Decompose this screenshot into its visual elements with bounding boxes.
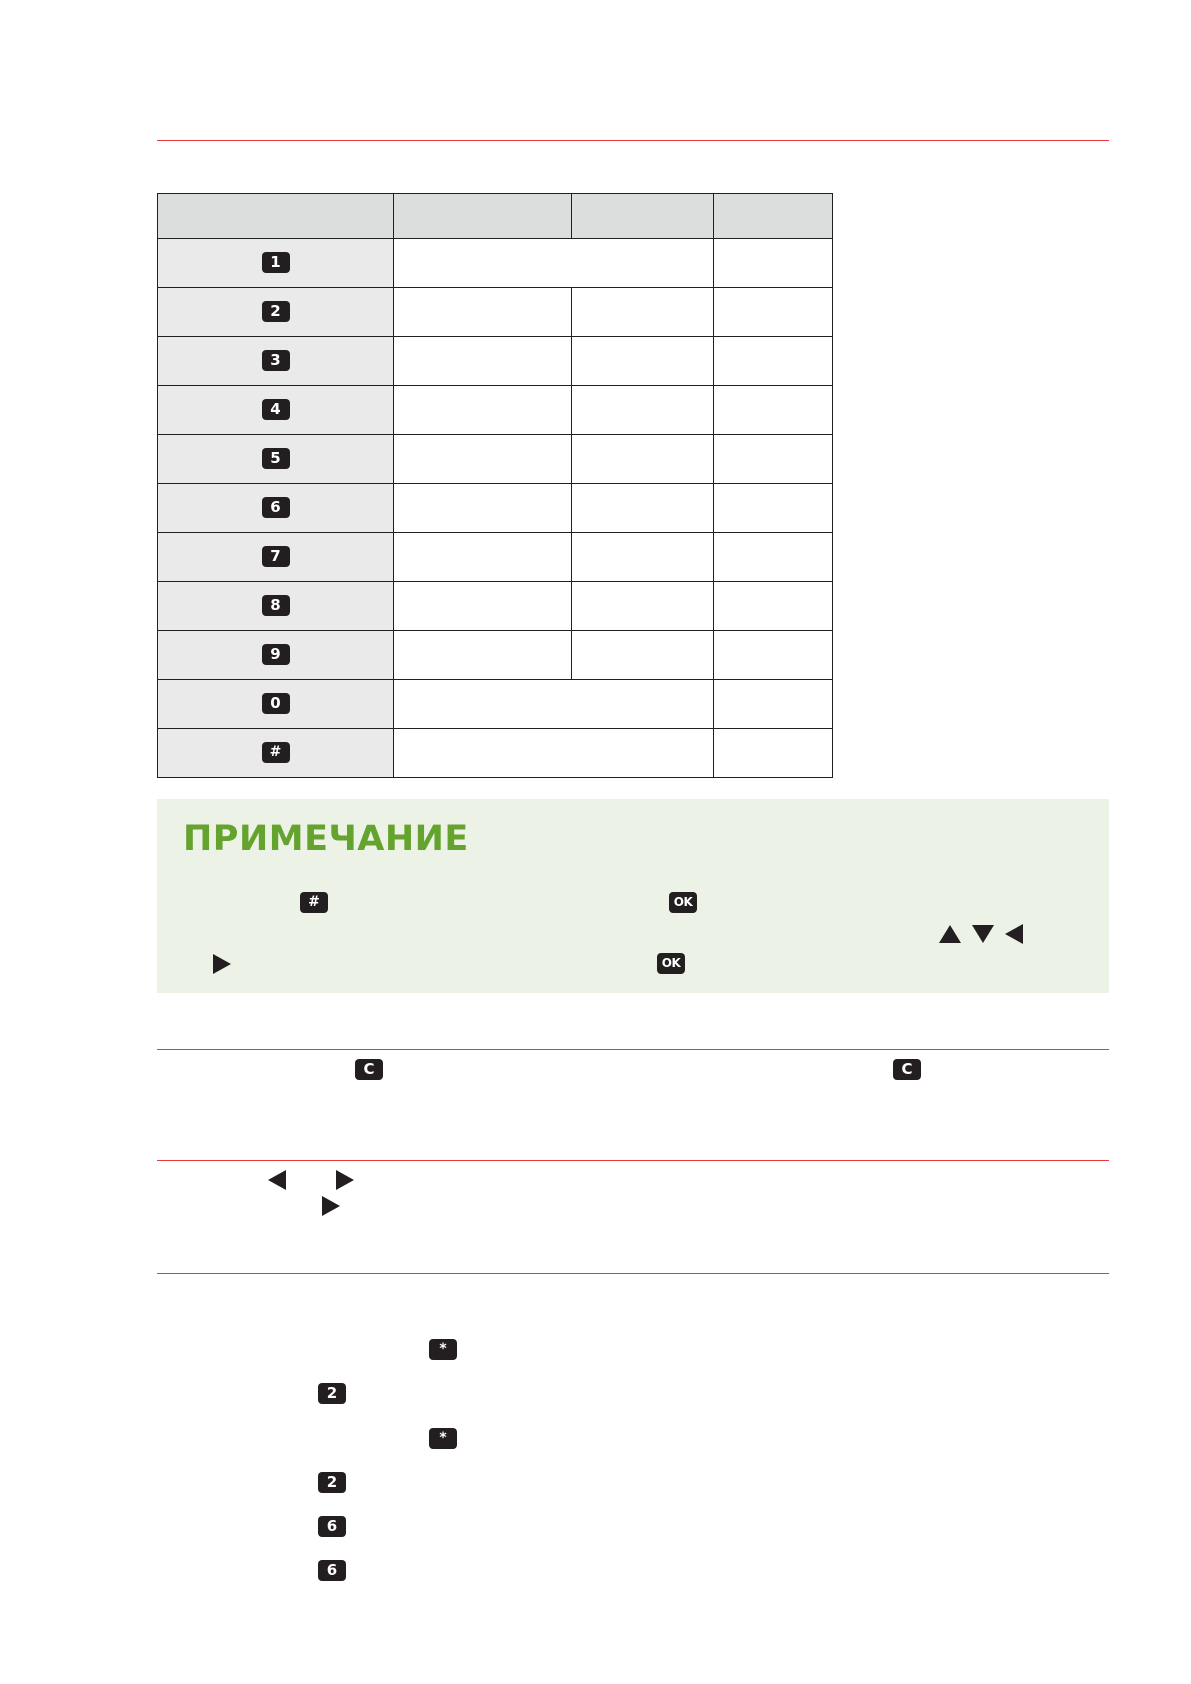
hash-key-icon: # bbox=[300, 892, 328, 913]
table-cell bbox=[572, 337, 714, 386]
table-row bbox=[158, 386, 833, 435]
table-cell bbox=[572, 288, 714, 337]
key-3-icon: 3 bbox=[262, 350, 290, 371]
left-arrow-icon bbox=[1005, 924, 1023, 944]
table-row bbox=[158, 631, 833, 680]
key-cell bbox=[158, 582, 394, 631]
table-cell bbox=[572, 631, 714, 680]
note-box bbox=[157, 799, 1109, 993]
table-cell bbox=[714, 239, 833, 288]
table-cell bbox=[394, 631, 572, 680]
right-arrow-icon bbox=[213, 954, 231, 974]
key-6-icon: 6 bbox=[318, 1560, 346, 1581]
section-divider bbox=[157, 1160, 1109, 1161]
table-row bbox=[158, 288, 833, 337]
ok-key-icon: OK bbox=[669, 892, 697, 913]
table-cell bbox=[714, 337, 833, 386]
section-divider bbox=[157, 140, 1109, 141]
down-arrow-icon bbox=[972, 925, 994, 943]
right-arrow-icon bbox=[336, 1170, 354, 1190]
table-cell bbox=[714, 288, 833, 337]
key-cell bbox=[158, 386, 394, 435]
table-cell bbox=[394, 288, 572, 337]
table-cell bbox=[572, 484, 714, 533]
table-cell bbox=[394, 533, 572, 582]
key-cell bbox=[158, 729, 394, 778]
table-cell bbox=[394, 435, 572, 484]
key-cell bbox=[158, 533, 394, 582]
key-2-icon: 2 bbox=[262, 301, 290, 322]
table-cell bbox=[714, 729, 833, 778]
table-cell bbox=[394, 582, 572, 631]
header-cell-mode-c bbox=[714, 194, 833, 239]
table-cell bbox=[714, 386, 833, 435]
note-title: ПРИМЕЧАНИЕ bbox=[183, 819, 469, 859]
table-cell bbox=[572, 386, 714, 435]
table-cell bbox=[714, 680, 833, 729]
table-cell bbox=[572, 533, 714, 582]
table-cell bbox=[394, 484, 572, 533]
key-cell bbox=[158, 680, 394, 729]
star-key-icon: * bbox=[429, 1339, 457, 1360]
key-9-icon: 9 bbox=[262, 644, 290, 665]
table-cell bbox=[394, 337, 572, 386]
key-8-icon: 8 bbox=[262, 595, 290, 616]
table-cell bbox=[394, 680, 714, 729]
table-row bbox=[158, 337, 833, 386]
table-cell bbox=[714, 582, 833, 631]
key-5-icon: 5 bbox=[262, 448, 290, 469]
key-0-icon: 0 bbox=[262, 693, 290, 714]
left-arrow-icon bbox=[268, 1170, 286, 1190]
table-header-row bbox=[158, 194, 833, 239]
up-arrow-icon bbox=[939, 925, 961, 943]
table-row bbox=[158, 435, 833, 484]
ok-key-icon: OK bbox=[657, 953, 685, 974]
key-cell bbox=[158, 435, 394, 484]
table-row bbox=[158, 239, 833, 288]
key-cell bbox=[158, 484, 394, 533]
table-cell bbox=[394, 386, 572, 435]
key-7-icon: 7 bbox=[262, 546, 290, 567]
key-cell bbox=[158, 631, 394, 680]
section-divider bbox=[157, 1273, 1109, 1274]
right-arrow-icon bbox=[322, 1196, 340, 1216]
table-cell bbox=[714, 533, 833, 582]
header-cell-mode-b bbox=[572, 194, 714, 239]
table-cell bbox=[714, 435, 833, 484]
key-2-icon: 2 bbox=[318, 1472, 346, 1493]
key-cell bbox=[158, 337, 394, 386]
table-cell bbox=[714, 484, 833, 533]
header-cell-mode-a bbox=[394, 194, 572, 239]
table-cell bbox=[394, 729, 714, 778]
header-cell-key bbox=[158, 194, 394, 239]
hash-key-icon: # bbox=[262, 742, 290, 763]
table-row bbox=[158, 533, 833, 582]
key-1-icon: 1 bbox=[262, 252, 290, 273]
key-6-icon: 6 bbox=[262, 497, 290, 518]
table-row bbox=[158, 484, 833, 533]
table-row bbox=[158, 680, 833, 729]
key-4-icon: 4 bbox=[262, 399, 290, 420]
table-row bbox=[158, 582, 833, 631]
clear-key-icon: C bbox=[893, 1059, 921, 1080]
key-cell bbox=[158, 239, 394, 288]
star-key-icon: * bbox=[429, 1428, 457, 1449]
table-cell bbox=[714, 631, 833, 680]
table-row bbox=[158, 729, 833, 778]
table-cell bbox=[572, 582, 714, 631]
table-cell bbox=[394, 239, 714, 288]
key-mapping-table bbox=[157, 193, 833, 778]
key-6-icon: 6 bbox=[318, 1516, 346, 1537]
clear-key-icon: C bbox=[355, 1059, 383, 1080]
key-2-icon: 2 bbox=[318, 1383, 346, 1404]
key-cell bbox=[158, 288, 394, 337]
table-cell bbox=[572, 435, 714, 484]
section-divider bbox=[157, 1049, 1109, 1050]
